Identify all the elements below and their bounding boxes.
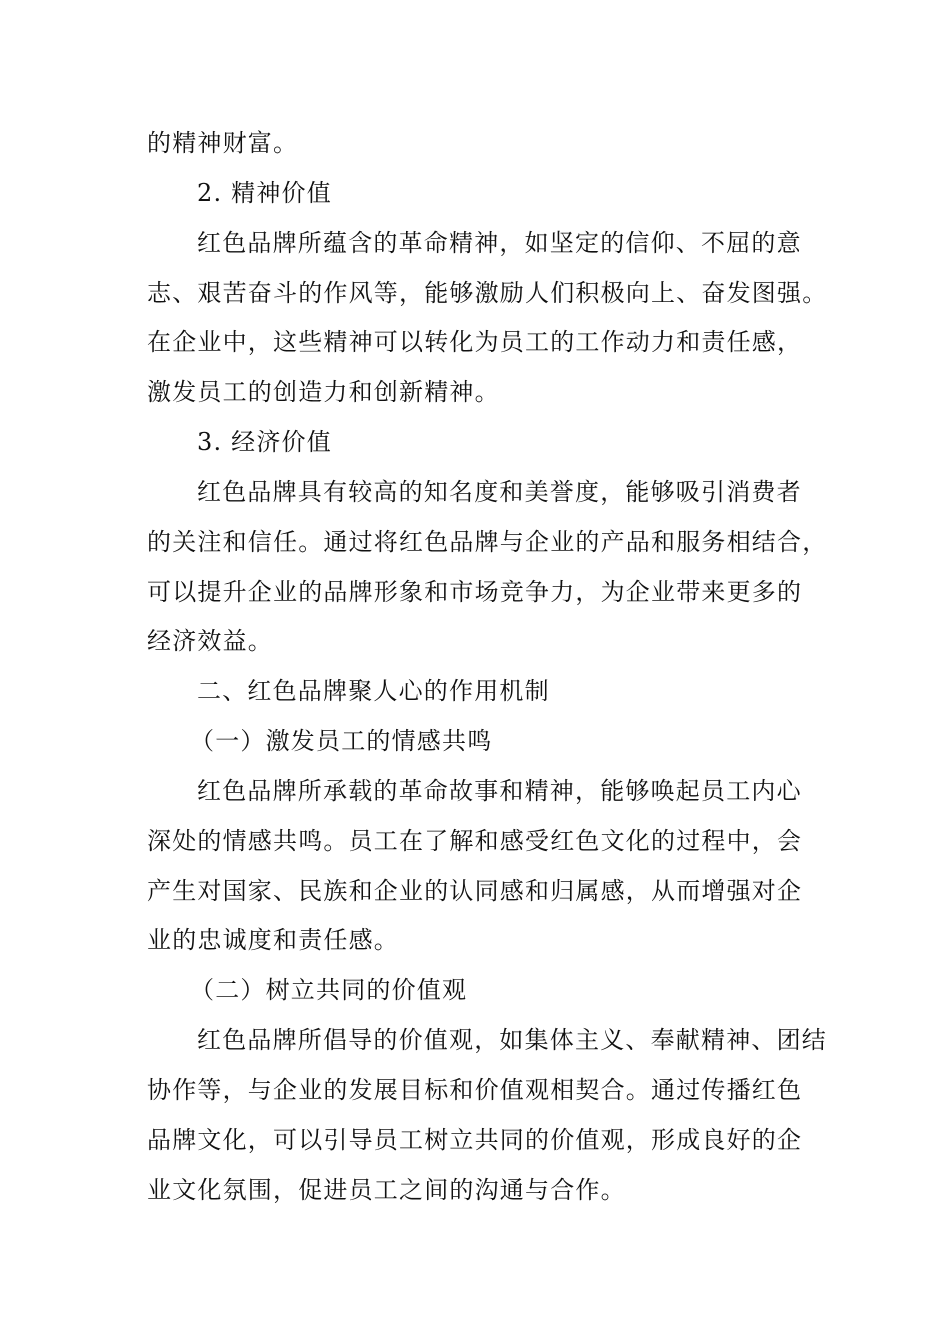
paragraph-line: 协作等，与企业的发展目标和价值观相契合。通过传播红色: [147, 1076, 803, 1104]
paragraph-line: 品牌文化，可以引导员工树立共同的价值观，形成良好的企: [147, 1126, 803, 1154]
paragraph-line: 红色品牌具有较高的知名度和美誉度，能够吸引消费者: [197, 478, 802, 506]
paragraph-line: 红色品牌所蕴含的革命精神，如坚定的信仰、不屈的意: [197, 229, 802, 257]
paragraph-line: 红色品牌所倡导的价值观，如集体主义、奉献精神、团结: [197, 1026, 827, 1054]
paragraph-line: 业的忠诚度和责任感。: [147, 926, 399, 954]
paragraph-line: 经济效益。: [147, 627, 273, 655]
paragraph-line: 红色品牌所承载的革命故事和精神，能够唤起员工内心: [197, 777, 802, 805]
heading-subsection-1: （一）激发员工的情感共鸣: [190, 727, 493, 755]
paragraph-line: 业文化氛围，促进员工之间的沟通与合作。: [147, 1176, 626, 1204]
paragraph-line: 的关注和信任。通过将红色品牌与企业的产品和服务相结合，: [147, 528, 828, 556]
heading-economic-value: 3. 经济价值: [197, 428, 332, 456]
paragraph-line: 可以提升企业的品牌形象和市场竞争力，为企业带来更多的: [147, 578, 803, 606]
heading-section-2: 二、红色品牌聚人心的作用机制: [197, 677, 550, 705]
paragraph-line: 深处的情感共鸣。员工在了解和感受红色文化的过程中，会: [147, 827, 803, 855]
paragraph-line: 在企业中，这些精神可以转化为员工的工作动力和责任感，: [147, 328, 803, 356]
heading-spiritual-value: 2. 精神价值: [197, 179, 332, 207]
paragraph-line: 激发员工的创造力和创新精神。: [147, 378, 500, 406]
paragraph-line: 志、艰苦奋斗的作风等，能够激励人们积极向上、奋发图强。: [147, 279, 828, 307]
paragraph-line: 产生对国家、民族和企业的认同感和归属感，从而增强对企: [147, 877, 803, 905]
heading-subsection-2: （二）树立共同的价值观: [190, 976, 468, 1004]
paragraph-line: 的精神财富。: [147, 129, 299, 157]
